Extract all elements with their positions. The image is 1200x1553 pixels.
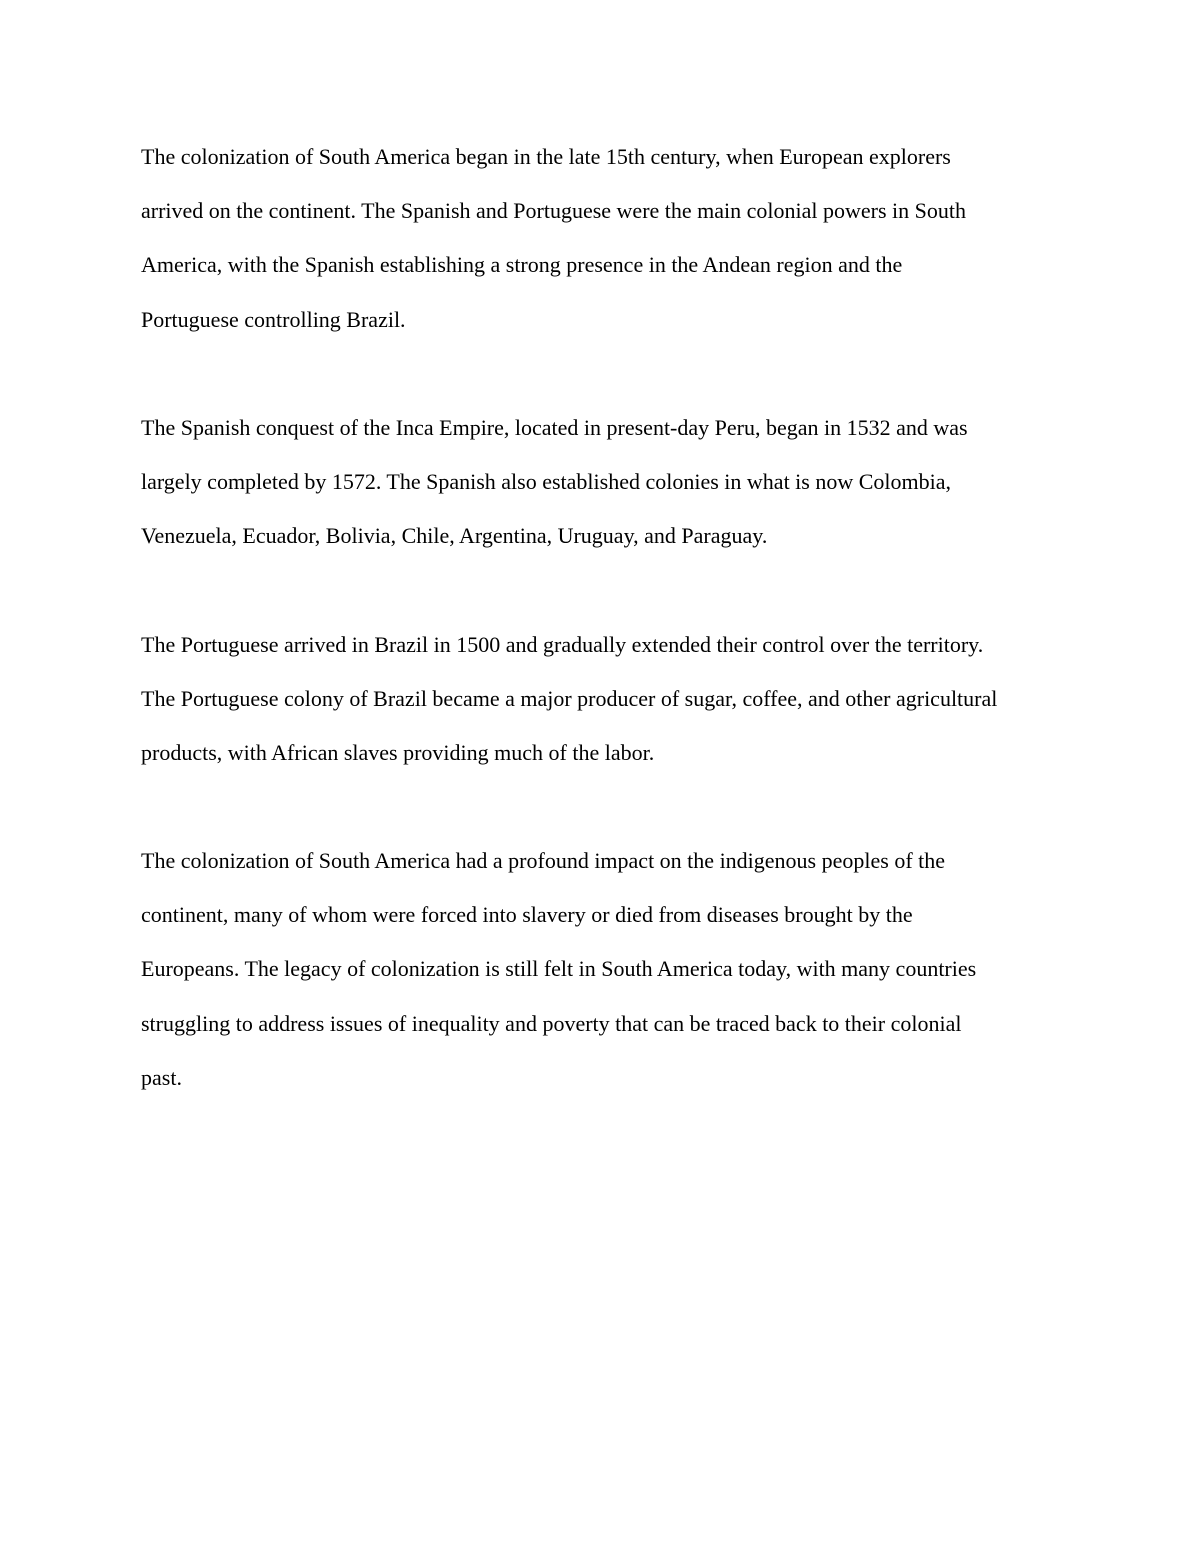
paragraph-line: largely completed by 1572. The Spanish also established colonies in what is now Colombia,	[141, 469, 952, 494]
paragraph-line: The colonization of South America began in the late 15th century, when European explorers	[141, 144, 951, 169]
paragraph-line: arrived on the continent. The Spanish and Portuguese were the main colonial powers in South	[141, 198, 967, 223]
paragraph-line: struggling to address issues of inequality and poverty that can be traced back to their colonial	[141, 1011, 962, 1036]
paragraph-line: Venezuela, Ecuador, Bolivia, Chile, Argentina, Uruguay, and Paraguay.	[141, 523, 768, 548]
paragraph-line: America, with the Spanish establishing a strong presence in the Andean region and the	[141, 252, 903, 277]
paragraph-line: The Spanish conquest of the Inca Empire, located in present-day Peru, began in 1532 and was	[141, 415, 968, 440]
paragraph-line: Europeans. The legacy of colonization is still felt in South America today, with many countries	[141, 956, 977, 981]
paragraph-line: The Portuguese arrived in Brazil in 1500 and gradually extended their control over the territory.	[141, 632, 984, 657]
paragraph-line: continent, many of whom were forced into slavery or died from diseases brought by the	[141, 902, 913, 927]
paragraph-line: The colonization of South America had a profound impact on the indigenous peoples of the	[141, 848, 946, 873]
paragraph-line: products, with African slaves providing much of the labor.	[141, 740, 655, 765]
paragraph-line: past.	[141, 1065, 182, 1090]
paragraph-line: Portuguese controlling Brazil.	[141, 307, 406, 332]
paragraph-line: The Portuguese colony of Brazil became a major producer of sugar, coffee, and other agricultural	[141, 686, 998, 711]
